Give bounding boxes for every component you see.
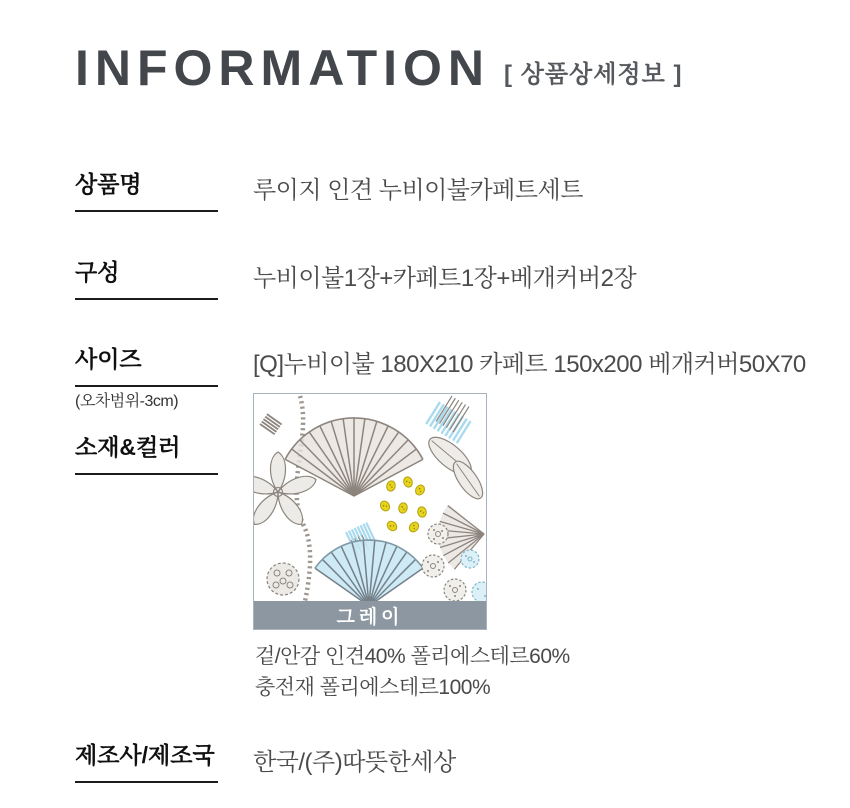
size-tolerance-note: (오차범위-3cm) [75, 393, 179, 410]
fabric-pattern-image [254, 394, 486, 629]
material-line-filling: 충전재 폴리에스테르100% [255, 676, 491, 699]
label-size: 사이즈 [75, 341, 218, 387]
material-line-outer: 겉/안감 인견40% 폴리에스테르60% [255, 645, 570, 668]
label-product-name: 상품명 [75, 166, 218, 212]
value-size: [Q]누비이불 180X210 카페트 150x200 베개커버50X70 [253, 351, 806, 378]
value-manufacturer-country: 한국/(주)따뜻한세상 [253, 749, 456, 776]
page-title: INFORMATION [75, 40, 491, 96]
swatch-color-name: 그레이 [336, 606, 404, 628]
material-composition [255, 641, 570, 703]
label-composition: 구성 [75, 254, 218, 300]
value-product-name: 루이지 인견 누비이불카페트세트 [253, 177, 583, 204]
label-manufacturer-country: 제조사/제조국 [75, 737, 218, 783]
label-material-color: 소재&컬러 [75, 429, 218, 475]
fabric-swatch [253, 393, 487, 630]
swatch-color-label-bar [254, 601, 486, 629]
value-composition: 누비이불1장+카페트1장+베개커버2장 [253, 265, 637, 292]
page-subtitle: [ 상품상세정보 ] [504, 61, 683, 88]
header [75, 40, 682, 96]
